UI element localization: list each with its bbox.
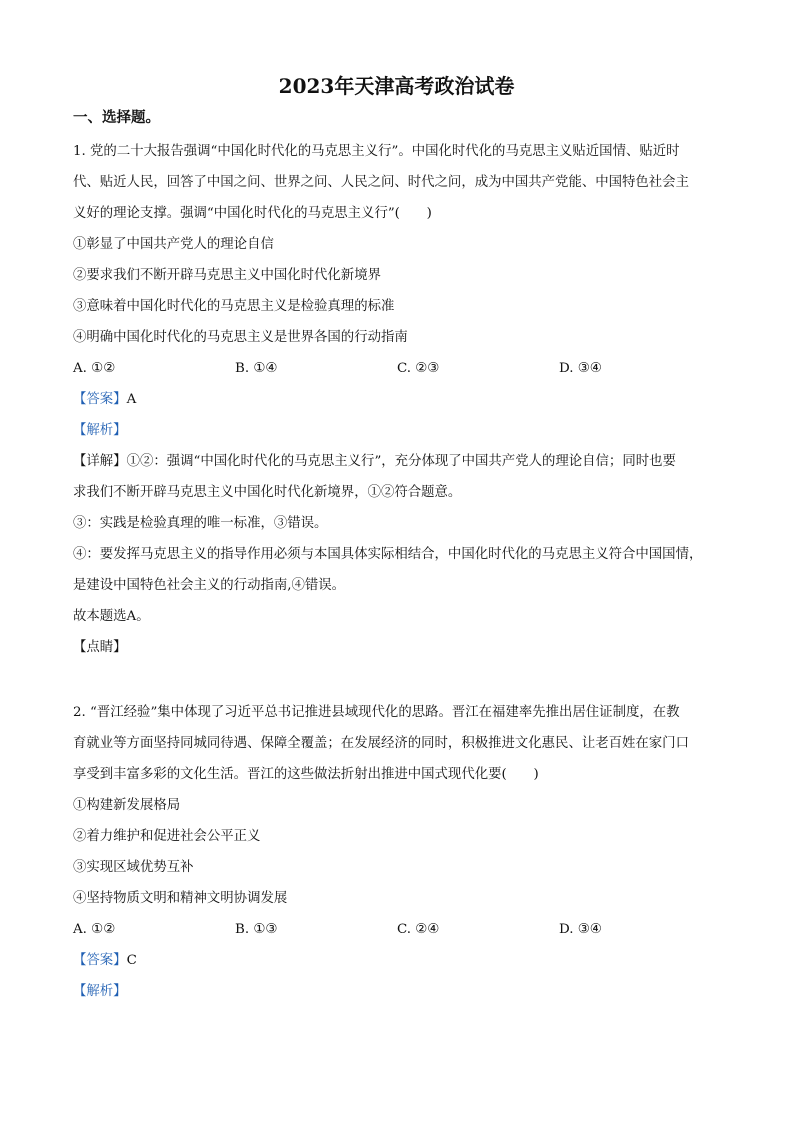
detail-text: ①②：强调“中国化时代化的马克思主义行”，充分体现了中国共产党人的理论自信；同时也要 — [126, 454, 676, 469]
q1-stem-line: 代、贴近人民，回答了中国之问、世界之问、人民之问、时代之问，成为中国共产党能、中国特色社会主 — [73, 175, 689, 190]
q2-item: ②着力维护和促进社会公平正义 — [73, 829, 261, 844]
q2-option-b: B. ①③ — [235, 922, 278, 937]
q1-stem-line: 义好的理论支撑。强调“中国化时代化的马克思主义行”( ) — [73, 206, 432, 221]
q1-option-a: A. ①② — [73, 361, 116, 376]
q2-item: ①构建新发展格局 — [73, 798, 181, 813]
q2-option-d: D. ③④ — [559, 922, 602, 937]
page-title: 2023年天津高考政治试卷 — [278, 74, 515, 98]
q2-analysis — [73, 976, 721, 1007]
q1-detail-line: 故本题选A。 — [73, 609, 150, 624]
q2-answer — [73, 945, 721, 976]
q2-option-c: C. ②④ — [397, 922, 440, 937]
q1-item: ①彰显了中国共产党人的理论自信 — [73, 237, 274, 252]
q1-detail-line — [73, 446, 721, 477]
question-2 — [73, 697, 721, 1007]
q2-stem-line: 2. “晋江经验”集中体现了习近平总书记推进县域现代化的思路。晋江在福建率先推出居住证制度，在教 — [73, 705, 680, 720]
analysis-tag: 【解析】 — [73, 984, 127, 999]
q1-point: 【点睛】 — [73, 640, 127, 655]
section-heading: 一、选择题。 — [73, 109, 160, 126]
detail-tag: 【详解】 — [73, 454, 127, 469]
q1-options — [73, 353, 721, 384]
q1-answer — [73, 384, 721, 415]
q1-option-d: D. ③④ — [559, 361, 602, 376]
q1-option-b: B. ①④ — [235, 361, 278, 376]
q2-option-a: A. ①② — [73, 922, 116, 937]
q1-detail-line: 求我们不断开辟马克思主义中国化时代化新境界，①②符合题意。 — [73, 485, 462, 500]
q2-item: ③实现区域优势互补 — [73, 860, 194, 875]
answer-tag: 【答案】 — [73, 392, 127, 407]
q2-stem-line: 享受到丰富多彩的文化生活。晋江的这些做法折射出推进中国式现代化要( ) — [73, 767, 539, 782]
q2-item: ④坚持物质文明和精神文明协调发展 — [73, 891, 288, 906]
q1-detail-line: 是建设中国特色社会主义的行动指南,④错误。 — [73, 578, 346, 593]
q1-option-c: C. ②③ — [397, 361, 440, 376]
analysis-tag: 【解析】 — [73, 423, 127, 438]
answer-value: A — [126, 392, 137, 407]
q1-stem-line: 1. 党的二十大报告强调“中国化时代化的马克思主义行”。中国化时代化的马克思主义贴近国情、贴近时 — [73, 144, 680, 159]
q1-item: ②要求我们不断开辟马克思主义中国化时代化新境界 — [73, 268, 381, 283]
q2-stem-line: 育就业等方面坚持同城同待遇、保障全覆盖；在发展经济的同时，积极推进文化惠民、让老百姓在家门口 — [73, 736, 689, 751]
q1-analysis — [73, 415, 721, 446]
question-1 — [73, 136, 721, 663]
q2-options — [73, 914, 721, 945]
q1-item: ④明确中国化时代化的马克思主义是世界各国的行动指南 — [73, 330, 408, 345]
q1-detail-line: ③：实践是检验真理的唯一标准，③错误。 — [73, 516, 328, 531]
q1-item: ③意味着中国化时代化的马克思主义是检验真理的标准 — [73, 299, 395, 314]
q1-detail-line: ④：要发挥马克思主义的指导作用必须与本国具体实际相结合，中国化时代化的马克思主义符合中国国情， — [73, 547, 703, 562]
answer-value: C — [126, 953, 137, 968]
answer-tag: 【答案】 — [73, 953, 127, 968]
